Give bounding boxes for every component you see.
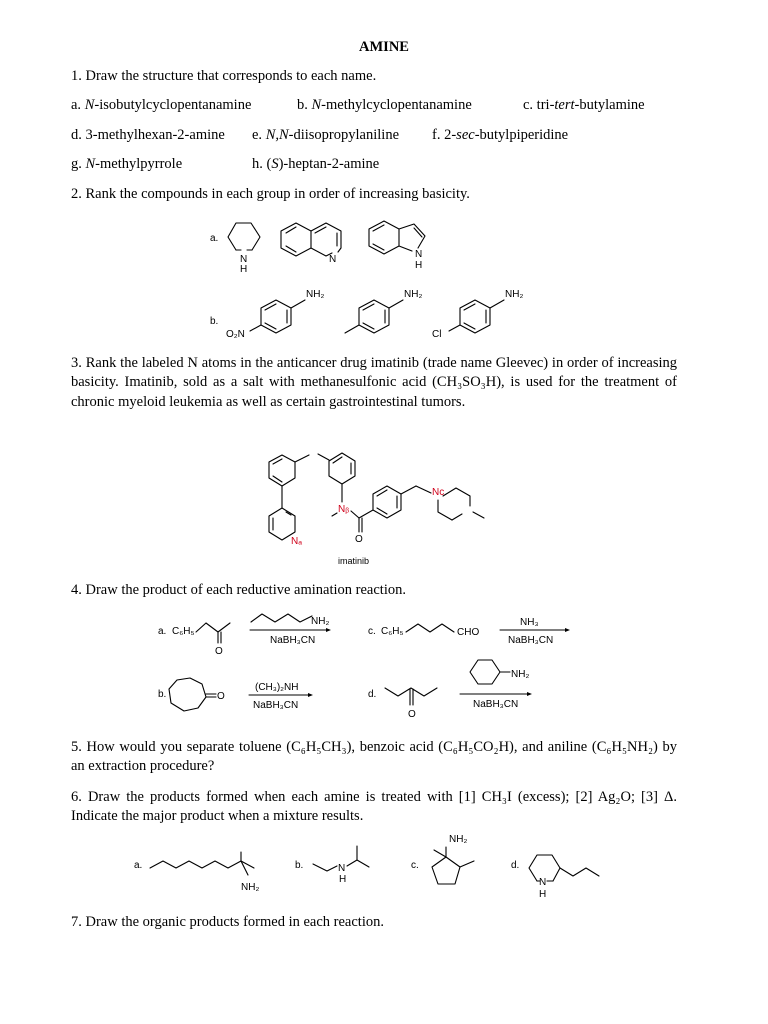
nitroaniline-nh2-label: NH₂ <box>306 289 325 300</box>
q4-a-c6h5-label: C₆H₅ <box>172 626 195 637</box>
piperidine-structure <box>228 223 260 275</box>
q6-c-nh2-label: NH₂ <box>449 834 468 845</box>
piperidine-n-label: N <box>240 254 248 265</box>
q1-item-h: h. (S)-heptan-2-amine <box>252 156 380 172</box>
q4-c-aldehyde <box>381 624 479 638</box>
question-6-text: 6. Draw the products formed when each amine is treated with [1] CH₃I (excess); [2] Ag₂O; [3] Δ. Indicate the major product when a mixture results. <box>71 789 677 825</box>
q4-b-o-label: O <box>217 691 225 702</box>
q1-item-c: c. tri-tert-butylamine <box>523 97 645 113</box>
q6-c-amine <box>432 834 474 884</box>
indole-structure <box>369 221 425 271</box>
q4-a-nabh3cn-label: NaBH₃CN <box>270 635 316 646</box>
question-7-prompt: 7. Draw the organic products formed in each reaction. <box>71 914 384 930</box>
amide-o-label: O <box>355 534 363 545</box>
q4-b-cycloheptanone <box>169 678 225 711</box>
q4-b-label: b. <box>158 689 167 700</box>
q4-a-o-label: O <box>215 646 223 657</box>
q6-a-label: a. <box>134 860 143 871</box>
q4-b-me2nh-label: (CH₃)₂NH <box>255 682 299 693</box>
page-title: AMINE <box>359 39 409 55</box>
q1-item-g: g. N-methylpyrrole <box>71 156 183 172</box>
q6-b-label: b. <box>295 860 304 871</box>
indole-n-label: N <box>415 249 423 260</box>
quinoline-n-label: N <box>329 254 337 265</box>
q4-c-nh3-label: NH₃ <box>520 617 539 628</box>
question-4-prompt: 4. Draw the product of each reductive amination reaction. <box>71 582 406 598</box>
q1-item-e: e. N,N-diisopropylaniline <box>252 127 399 143</box>
quinoline-structure <box>281 223 341 265</box>
q2-row-a-label: a. <box>210 233 219 244</box>
q4-d-o-label: O <box>408 709 416 720</box>
q4-c-label: c. <box>368 626 376 637</box>
q4-b-nabh3cn-label: NaBH₃CN <box>253 700 299 711</box>
nb-label: Nᵦ <box>338 504 350 515</box>
question-3-text: 3. Rank the labeled N atoms in the anticancer drug imatinib (trade name Gleevec) in order of increasing basicity. Imatinib, sold as a salt with methanesulfonic acid (CH₃SO₃H), is used for the treatment of chronic myeloid leukemia as well as certain gastrointestinal tumors. <box>71 355 677 410</box>
q6-b-amine <box>313 846 369 885</box>
question-2-prompt: 2. Rank the compounds in each group in order of increasing basicity. <box>71 186 470 202</box>
imatinib-caption: imatinib <box>338 556 370 566</box>
q6-d-h-label: H <box>539 889 547 900</box>
q6-a-nh2-label: NH₂ <box>241 882 260 893</box>
chloroaniline-cl-label: Cl <box>432 329 442 340</box>
q1-item-f: f. 2-sec-butylpiperidine <box>432 127 569 143</box>
q6-d-n-label: N <box>539 877 547 888</box>
q4-a-label: a. <box>158 626 167 637</box>
q4-d-reagents <box>460 660 532 710</box>
nitroaniline-o2n-label: O₂N <box>226 329 245 340</box>
q6-a-amine <box>150 852 259 893</box>
q4-c-reagents <box>500 617 570 646</box>
q4-c-nabh3cn-label: NaBH₃CN <box>508 635 554 646</box>
chloroaniline-structure <box>432 289 523 340</box>
q4-a-ketone <box>172 623 230 657</box>
q6-b-n-label: N <box>338 863 346 874</box>
q6-d-label: d. <box>511 860 520 871</box>
q2-row-b-label: b. <box>210 316 219 327</box>
q4-a-reagents <box>250 614 331 646</box>
q4-c-c6h5-label: C₆H₅ <box>381 626 404 637</box>
imatinib-structure <box>269 453 484 547</box>
question-5-text: 5. How would you separate toluene (C₆H₅CH₃), benzoic acid (C₆H₅CO₂H), and aniline (C₆H₅NH₂) by an extraction procedure? <box>71 739 677 775</box>
q4-c-cho-label: CHO <box>457 627 480 638</box>
q4-d-nabh3cn-label: NaBH₃CN <box>473 699 519 710</box>
q1-item-b: b. N-methylcyclopentanamine <box>297 97 472 113</box>
q4-b-reagents <box>249 682 313 711</box>
q1-item-d: d. 3-methylhexan-2-amine <box>71 127 225 143</box>
q4-d-nh2-label: NH₂ <box>511 669 530 680</box>
q1-item-a: a. N-isobutylcyclopentanamine <box>71 97 252 113</box>
q6-c-label: c. <box>411 860 419 871</box>
nc-label: Nᴄ <box>432 487 445 498</box>
indole-h-label: H <box>415 260 423 271</box>
q4-a-nh2-label: NH₂ <box>311 616 330 627</box>
q6-b-h-label: H <box>339 874 347 885</box>
piperidine-h-label: H <box>240 264 248 275</box>
chloroaniline-nh2-label: NH₂ <box>505 289 524 300</box>
nitroaniline-structure <box>226 289 324 340</box>
toluidine-structure <box>345 289 422 333</box>
toluidine-nh2-label: NH₂ <box>404 289 423 300</box>
q4-d-label: d. <box>368 689 377 700</box>
q4-d-ketone <box>385 688 437 720</box>
q6-d-amine <box>529 855 599 900</box>
question-1-prompt: 1. Draw the structure that corresponds to each name. <box>71 68 377 84</box>
na-label: Nₐ <box>291 536 302 547</box>
